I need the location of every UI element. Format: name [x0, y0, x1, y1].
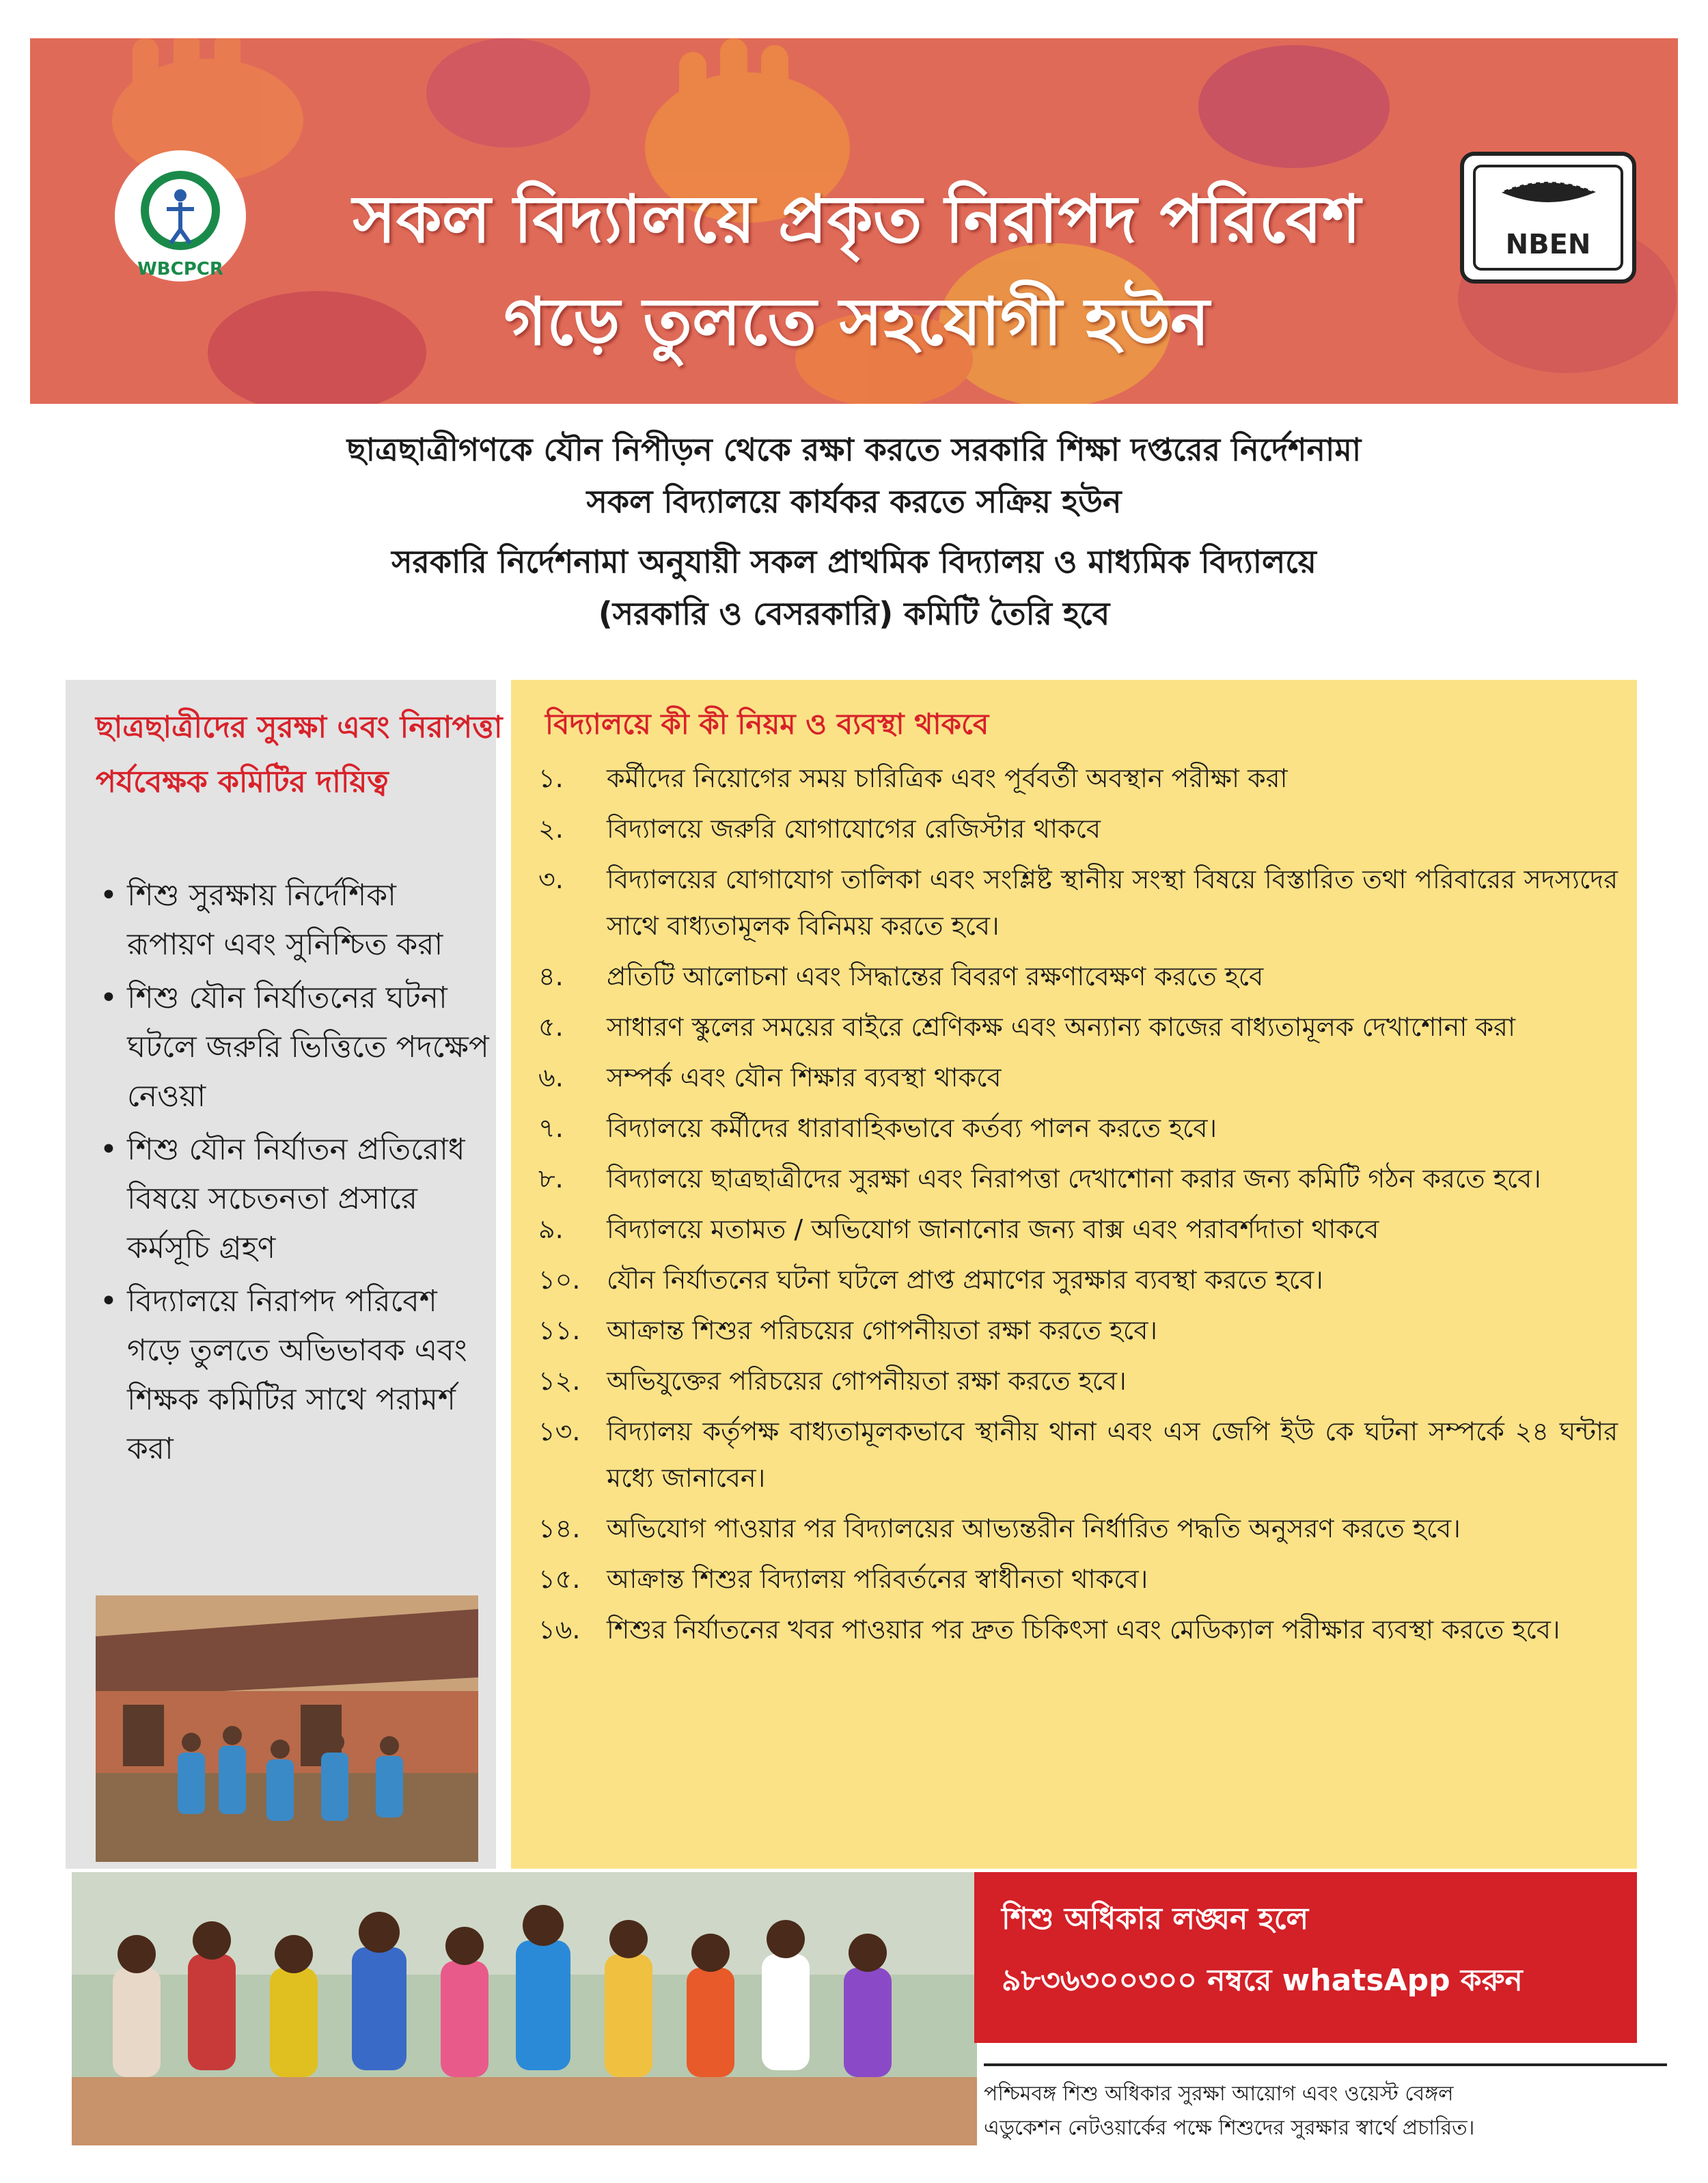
list-item: ১৫. আক্রান্ত শিশুর বিদ্যালয় পরিবর্তনের স্বাধীনতা থাকবে।	[538, 1564, 1148, 1594]
committee-duties-list	[96, 871, 492, 1478]
footer-line2: এডুকেশন নেটওয়ার্কের পক্ষে শিশুদের সুরক্ষার স্বার্থে প্রচারিত।	[984, 2116, 1475, 2140]
list-item: ১২. অভিযুক্তের পরিচয়ের গোপনীয়তা রক্ষা করতে হবে।	[538, 1366, 1127, 1396]
footer-credit	[984, 2077, 1667, 2145]
svg-text:WBCPCR: WBCPCR	[137, 259, 223, 279]
banner-title-line1: সকল বিদ্যালয়ে প্রকৃত নিরাপদ পরিবেশ	[353, 181, 1361, 258]
list-item: ৮. বিদ্যালয়ে ছাত্রছাত্রীদের সুরক্ষা এবং নিরাপত্তা দেখাশোনা করার জন্য কমিটি গঠন করতে হবে।	[538, 1164, 1541, 1194]
list-item: ৪. প্রতিটি আলোচনা এবং সিদ্ধান্তের বিবরণ রক্ষণাবেক্ষণ করতে হবে	[538, 961, 1264, 991]
whatsapp-helpline-box	[974, 1872, 1637, 2043]
intro-line3: সরকারি নির্দেশনামা অনুযায়ী সকল প্রাথমিক বিদ্যালয় ও মাধ্যমিক বিদ্যালয়ে	[391, 543, 1317, 580]
list-item: ১১. আক্রান্ত শিশুর পরিচয়ের গোপনীয়তা রক্ষা করতে হবে।	[538, 1315, 1157, 1345]
footer-line1: পশ্চিমবঙ্গ শিশু অধিকার সুরক্ষা আয়োগ এবং ওয়েস্ট বেঙ্গল	[984, 2082, 1454, 2106]
footer-divider	[984, 2063, 1667, 2066]
list-item: ৭. বিদ্যালয়ে কর্মীদের ধারাবাহিকভাবে কর্তব্য পালন করতে হবে।	[538, 1113, 1217, 1143]
wbcpcr-logo	[112, 148, 249, 284]
list-item: ১৪. অভিযোগ পাওয়ার পর বিদ্যালয়ের আভ্যন্তরীন নির্ধারিত পদ্ধতি অনুসরণ করতে হবে।	[538, 1513, 1461, 1543]
list-item: ৩. বিদ্যালয়ের যোগাযোগ তালিকা এবং সংশ্লিষ্ট স্থানীয় সংস্থা বিষয়ে বিস্তারিত তথা পরিবারের সদস্যদের সাথে বাধ্যতামূলক বিনিময় করতে হবে।	[538, 864, 1618, 941]
list-item: ১০. যৌন নির্যাতনের ঘটনা ঘটলে প্রাপ্ত প্রমাণের সুরক্ষার ব্যবস্থা করতে হবে।	[538, 1265, 1323, 1295]
bullet-icon: •	[100, 980, 118, 1015]
header-banner	[30, 38, 1678, 404]
list-item: ১৩. বিদ্যালয় কর্তৃপক্ষ বাধ্যতামূলকভাবে স্থানীয় থানা এবং এস জেপি ইউ কে ঘটনা সম্পর্কে ২৪ ঘন্টার মধ্যে জানাবেন।	[538, 1416, 1618, 1493]
school-rules-list	[538, 755, 1618, 1657]
banner-title-line2: গড়ে তুলতে সহযোগী হউন	[504, 284, 1210, 360]
intro-text	[68, 424, 1640, 640]
list-item: ৫. সাধারণ স্কুলের সময়ের বাইরে শ্রেণিকক্ষ এবং অন্যান্য কাজের বাধ্যতামূলক দেখাশোনা করা	[538, 1012, 1515, 1042]
bullet-icon: •	[100, 1284, 118, 1319]
list-item: ২. বিদ্যালয়ে জরুরি যোগাযোগের রেজিস্টার থাকবে	[538, 814, 1101, 844]
list-item: ১. কর্মীদের নিয়োগের সময় চারিত্রিক এবং পূর্ববর্তী অবস্থান পরীক্ষা করা	[538, 763, 1288, 793]
bullet-icon: •	[100, 878, 118, 913]
intro-line1: ছাত্রছাত্রীগণকে যৌন নিপীড়ন থেকে রক্ষা করতে সরকারি শিক্ষা দপ্তরের নির্দেশনামা	[346, 431, 1362, 468]
svg-text:NBEN: NBEN	[1505, 229, 1591, 260]
bullet-icon: •	[100, 1132, 118, 1167]
nben-logo	[1459, 151, 1637, 284]
committee-duties-title: ছাত্রছাত্রীদের সুরক্ষা এবং নিরাপত্তা পর্যবেক্ষক কমিটির দায়িত্ব	[96, 710, 503, 799]
helpline-heading: শিশু অধিকার লঙ্ঘন হলে	[1002, 1901, 1309, 1936]
list-item: • শিশু সুরক্ষায় নির্দেশিকা রূপায়ণ এবং সুনিশ্চিত করা	[96, 871, 492, 970]
school-rules-title: বিদ্যালয়ে কী কী নিয়ম ও ব্যবস্থা থাকবে	[545, 707, 989, 741]
running-children-photo	[72, 1872, 977, 2145]
list-item: • শিশু যৌন নির্যাতন প্রতিরোধ বিষয়ে সচেতনতা প্রসারে কর্মসূচি গ্রহণ	[96, 1125, 492, 1273]
list-item: ৬. সম্পর্ক এবং যৌন শিক্ষার ব্যবস্থা থাকবে	[538, 1062, 1002, 1093]
committee-duties-panel	[66, 680, 503, 1869]
list-item: • শিশু যৌন নির্যাতনের ঘটনা ঘটলে জরুরি ভিত্তিতে পদক্ষেপ নেওয়া	[96, 974, 492, 1121]
intro-line2: সকল বিদ্যালয়ে কার্যকর করতে সক্রিয় হউন	[586, 483, 1122, 520]
school-rules-panel	[511, 680, 1637, 1869]
list-item: • বিদ্যালয়ে নিরাপদ পরিবেশ গড়ে তুলতে অভিভাবক এবং শিক্ষক কমিটির সাথে পরামর্শ করা	[96, 1277, 492, 1474]
intro-line4: (সরকারি ও বেসরকারি) কমিটি তৈরি হবে	[598, 595, 1110, 632]
list-item: ৯. বিদ্যালয়ে মতামত / অভিযোগ জানানোর জন্য বাক্স এবং পরাবর্শদাতা থাকবে	[538, 1214, 1379, 1244]
list-item: ১৬. শিশুর নির্যাতনের খবর পাওয়ার পর দ্রুত চিকিৎসা এবং মেডিক্যাল পরীক্ষার ব্যবস্থা করতে হবে।	[538, 1615, 1560, 1645]
helpline-number: ৯৮৩৬৩০০৩০০ নম্বরে whatsApp করুন	[1002, 1963, 1523, 1998]
banner-title	[256, 168, 1458, 373]
school-children-photo	[96, 1595, 478, 1862]
